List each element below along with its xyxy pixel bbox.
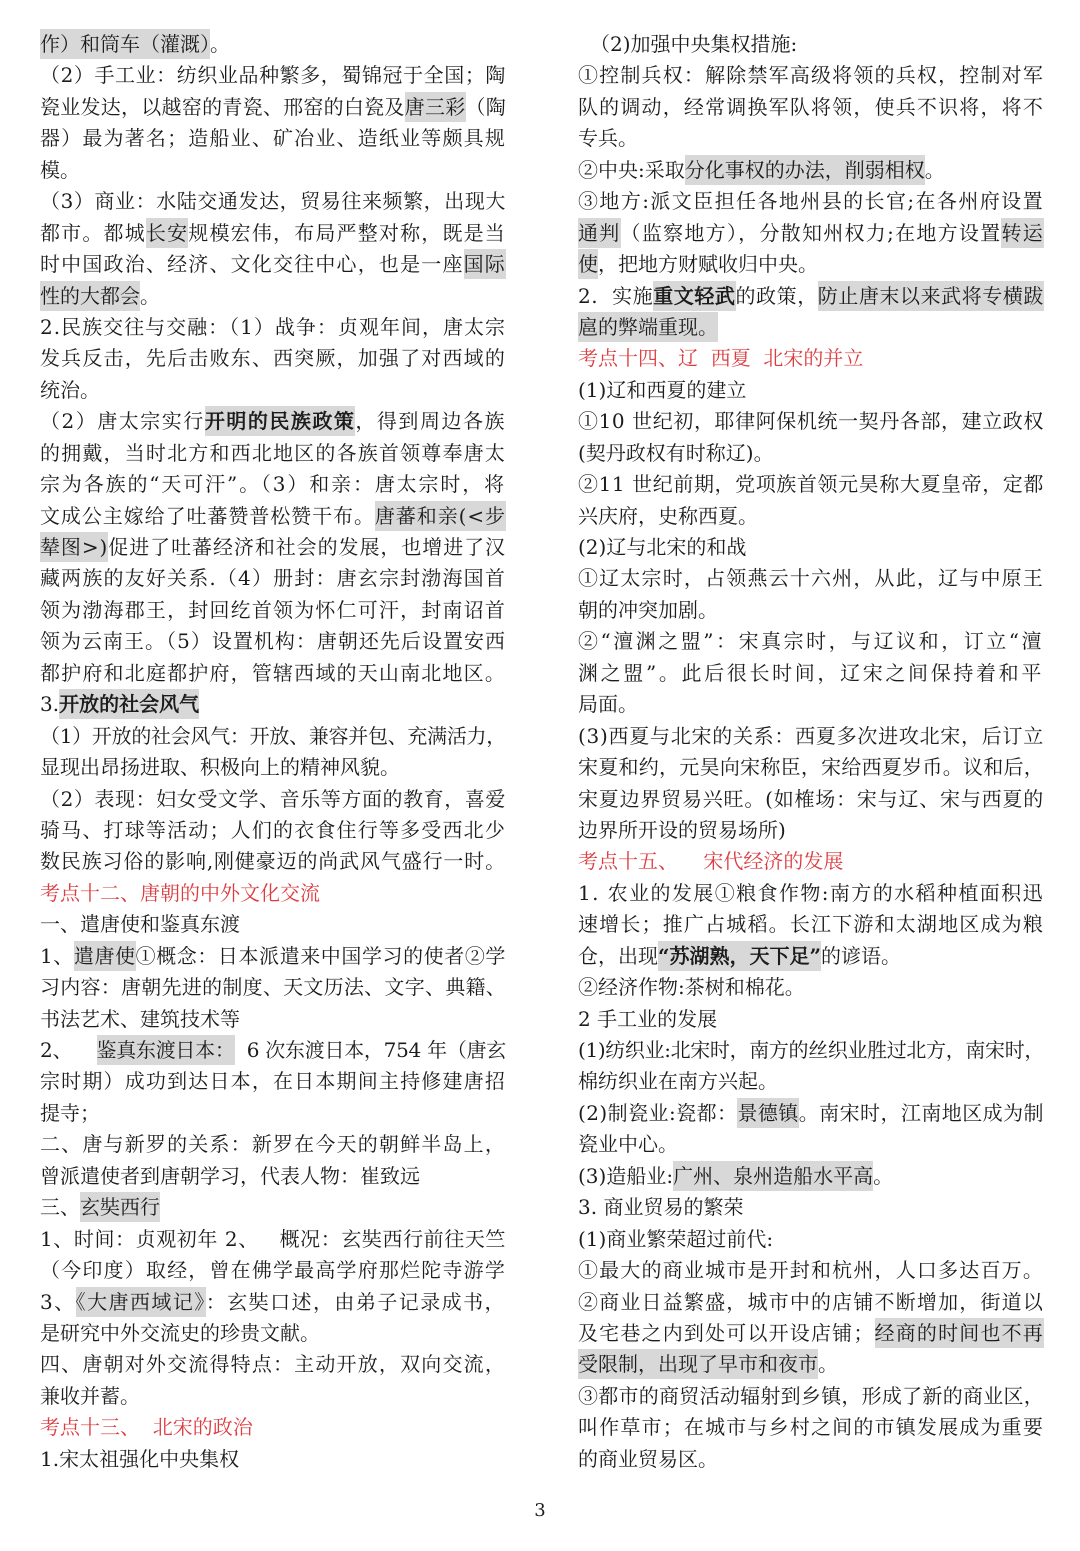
text-run: ①概念：日本派遣来中国学习的使者②学 bbox=[135, 943, 506, 968]
text-run: 3、 bbox=[40, 1289, 76, 1314]
text-run: 及宅巷之内到处可以开设店铺； bbox=[578, 1320, 875, 1345]
text-run: 一、遣唐使和鉴真东渡 bbox=[40, 912, 240, 937]
text-run: ③地方:派文臣担任各地州县的长官;在各州府设置 bbox=[578, 189, 1044, 214]
text-run: 仓，出现 bbox=[578, 943, 658, 968]
text-run: 都市。都城 bbox=[40, 220, 146, 245]
text-run: 二、唐与新罗的关系：新罗在今天的朝鲜半岛上， bbox=[40, 1132, 506, 1157]
right-line bbox=[578, 1381, 1044, 1412]
text-run: 习内容：唐朝先进的制度、天文历法、文字、典籍、 bbox=[40, 975, 506, 1000]
text-run: 。 bbox=[924, 157, 945, 182]
text-run: (2)辽与北宋的和战 bbox=[578, 535, 747, 559]
left-line bbox=[40, 1287, 506, 1318]
text-run: ①控制兵权：解除禁军高级将领的兵权，控制对军 bbox=[578, 63, 1044, 88]
text-run: 兼收并蓄。 bbox=[40, 1383, 140, 1408]
right-line bbox=[578, 1349, 1044, 1380]
text-run: 书法艺术、建筑技术等 bbox=[40, 1006, 240, 1031]
left-line bbox=[40, 941, 506, 972]
text-run: 领为云南王。（5）设置机构：唐朝还先后设置安西 bbox=[40, 629, 506, 654]
text-run: ②经济作物:茶树和棉花。 bbox=[578, 975, 805, 1000]
right-line bbox=[578, 878, 1044, 909]
right-line bbox=[578, 249, 1044, 280]
text-run: 宗时期）成功到达日本，在日本期间主持修建唐招 bbox=[40, 1069, 506, 1094]
text-run: 的谚语。 bbox=[821, 943, 902, 968]
text-run: ②商业日益繁盛，城市中的店铺不断增加，街道以 bbox=[578, 1289, 1044, 1314]
highlighted-text: 唐三彩 bbox=[405, 92, 466, 122]
right-line bbox=[578, 626, 1044, 657]
left-line bbox=[40, 1066, 506, 1097]
left-line bbox=[40, 1318, 506, 1349]
right-line bbox=[578, 501, 1044, 532]
right-line bbox=[578, 1192, 1044, 1223]
section-heading: 考点十四、辽 西夏 北宋的并立 bbox=[578, 346, 864, 371]
highlighted-text: 玄奘西行 bbox=[80, 1192, 160, 1222]
left-line bbox=[40, 1381, 506, 1412]
left-line bbox=[40, 846, 506, 877]
right-line bbox=[578, 1318, 1044, 1349]
text-run: ②中央:采取 bbox=[578, 157, 685, 182]
text-run: 规模宏伟，布局严整对称，既是当 bbox=[188, 220, 506, 245]
highlighted-text: 防止唐末以来武将专横跋 bbox=[818, 281, 1044, 311]
highlighted-text: 通判 bbox=[578, 218, 621, 248]
text-run: (3)造船业: bbox=[578, 1163, 674, 1188]
right-line bbox=[578, 92, 1044, 123]
highlighted-text: 辇图>) bbox=[40, 532, 108, 562]
right-line bbox=[578, 218, 1044, 249]
text-run: 棉纺织业在南方兴起。 bbox=[578, 1069, 778, 1094]
text-run: ，得到周边各族 bbox=[355, 409, 506, 434]
right-line bbox=[578, 1255, 1044, 1286]
left-line bbox=[40, 1129, 506, 1160]
left-line bbox=[40, 784, 506, 815]
text-run: 3. 商业贸易的繁荣 bbox=[578, 1195, 744, 1220]
text-run: 文成公主嫁给了吐蕃赞普松赞干布。 bbox=[40, 503, 375, 528]
text-run: ：玄奘口述，由弟子记录成书， bbox=[205, 1289, 506, 1314]
highlighted-text: 唐蕃和亲(<步 bbox=[375, 501, 506, 531]
text-run: （2)加强中央集权措施: bbox=[590, 32, 798, 56]
left-line bbox=[40, 1035, 506, 1066]
section-heading: 考点十五、 宋代经济的发展 bbox=[578, 849, 844, 874]
right-line bbox=[578, 784, 1044, 815]
bold-highlighted-text: “苏湖熟，天下足” bbox=[658, 941, 821, 971]
text-run: （3）商业：水陆交通发达，贸易往来频繁，出现大 bbox=[40, 189, 506, 214]
left-line bbox=[40, 186, 506, 217]
text-run: 1. 农业的发展①粮食作物:南方的水稻种植面积迅 bbox=[578, 880, 1044, 905]
section-heading: 考点十二、唐朝的中外文化交流 bbox=[40, 880, 320, 905]
highlighted-text: 广州、泉州造船水平高 bbox=[673, 1161, 873, 1191]
right-line bbox=[578, 375, 1044, 406]
right-line bbox=[578, 406, 1044, 437]
right-line bbox=[578, 1004, 1044, 1035]
left-line bbox=[40, 878, 506, 909]
text-run: (1)商业繁荣超过前代: bbox=[578, 1226, 774, 1251]
highlighted-text: 转运 bbox=[1001, 218, 1044, 248]
left-line bbox=[40, 501, 506, 532]
right-line bbox=[578, 909, 1044, 940]
text-run: 6 次东渡日本，754 年（唐玄 bbox=[234, 1038, 506, 1062]
right-line bbox=[578, 563, 1044, 594]
highlighted-text: 分化事权的办法，削弱相权 bbox=[685, 155, 925, 185]
right-line bbox=[578, 689, 1044, 720]
left-line bbox=[40, 972, 506, 1003]
left-line bbox=[40, 375, 506, 406]
text-run: 瓷业中心。 bbox=[578, 1132, 678, 1157]
left-line bbox=[40, 658, 506, 689]
text-run: (1)辽和西夏的建立 bbox=[578, 377, 747, 402]
highlighted-text: 景德镇 bbox=[737, 1098, 798, 1128]
text-run: 骑马、打球等活动；人们的衣食住行等多受西北少 bbox=[40, 817, 506, 842]
left-line bbox=[40, 123, 506, 154]
bold-highlighted-text: 开放的社会风气 bbox=[59, 689, 199, 719]
left-line bbox=[40, 92, 506, 123]
text-run: 四、唐朝对外交流得特点：主动开放，双向交流， bbox=[40, 1352, 506, 1377]
text-run: 。南宋时，江南地区成为制 bbox=[798, 1100, 1044, 1125]
left-line bbox=[40, 909, 506, 940]
right-line bbox=[578, 532, 1044, 563]
left-line bbox=[40, 438, 506, 469]
right-line bbox=[578, 972, 1044, 1003]
text-run: （今印度）取经，曾在佛学最高学府那烂陀寺游学 bbox=[40, 1258, 506, 1283]
highlighted-text: 性的大都会 bbox=[40, 281, 140, 311]
text-run: ①10 世纪初，耶律阿保机统一契丹各部，建立政权 bbox=[578, 409, 1044, 434]
right-line bbox=[578, 438, 1044, 469]
highlighted-text: 长安 bbox=[146, 218, 188, 248]
text-run: 。 bbox=[818, 1352, 838, 1377]
left-line bbox=[40, 1161, 506, 1192]
right-line bbox=[578, 343, 1044, 374]
left-line bbox=[40, 343, 506, 374]
text-run: 器）最为著名；造船业、矿冶业、造纸业等颇具规 bbox=[40, 126, 506, 151]
text-run: 1、 bbox=[40, 943, 74, 968]
left-line bbox=[40, 1004, 506, 1035]
text-run: 提寺； bbox=[40, 1100, 100, 1125]
section-heading: 考点十三、 北宋的政治 bbox=[40, 1415, 253, 1440]
left-line bbox=[40, 281, 506, 312]
text-run: 1、时间：贞观初年 2、 概况：玄奘西行前往天竺 bbox=[40, 1226, 506, 1251]
left-line bbox=[40, 752, 506, 783]
right-line bbox=[578, 1098, 1044, 1129]
left-line bbox=[40, 1192, 506, 1223]
text-run: （2）唐太宗实行 bbox=[40, 409, 205, 434]
text-run: 领为渤海郡王，封回纥首领为怀仁可汗，封南诏首 bbox=[40, 597, 506, 622]
right-line bbox=[578, 312, 1044, 343]
text-run: 1.宋太祖强化中央集权 bbox=[40, 1446, 240, 1471]
left-line bbox=[40, 312, 506, 343]
text-run: 的拥戴，当时北方和西北地区的各族首领尊奉唐太 bbox=[40, 440, 506, 465]
text-run: 三、 bbox=[40, 1195, 80, 1220]
left-line bbox=[40, 60, 506, 91]
text-run: 宋夏边界贸易兴旺。(如榷场：宋与辽、宋与西夏的 bbox=[578, 786, 1044, 811]
text-run: 藏两族的友好关系.（4）册封：唐玄宗封渤海国首 bbox=[40, 566, 506, 591]
right-line bbox=[578, 155, 1044, 186]
left-line bbox=[40, 563, 506, 594]
left-line bbox=[40, 595, 506, 626]
right-line bbox=[578, 186, 1044, 217]
right-line bbox=[578, 29, 1044, 60]
text-run: ②“澶渊之盟”：宋真宗时，与辽议和，订立“澶 bbox=[578, 629, 1044, 654]
right-column bbox=[578, 29, 1044, 1475]
text-run: 2.民族交往与交融：（1）战争：贞观年间，唐太宗 bbox=[40, 314, 506, 339]
left-line bbox=[40, 406, 506, 437]
text-run: 统治。 bbox=[40, 377, 100, 402]
text-run: 瓷业发达，以越窑的青瓷、邢窑的白瓷及 bbox=[40, 94, 405, 119]
left-line bbox=[40, 249, 506, 280]
text-run: 2 手工业的发展 bbox=[578, 1006, 718, 1031]
text-run: 。 bbox=[140, 283, 160, 308]
left-line bbox=[40, 1349, 506, 1380]
left-line bbox=[40, 155, 506, 186]
text-run: 。 bbox=[873, 1163, 894, 1188]
text-run: ③都市的商贸活动辐射到乡镇，形成了新的商业区， bbox=[578, 1383, 1044, 1408]
bold-highlighted-text: 开明的民族政策 bbox=[205, 406, 356, 436]
right-line bbox=[578, 1287, 1044, 1318]
text-run: (1)纺织业:北宋时，南方的丝织业胜过北方，南宋时， bbox=[578, 1038, 1044, 1062]
text-run: （2）手工业：纺织业品种繁多，蜀锦冠于全国；陶 bbox=[40, 63, 506, 88]
bold-highlighted-text: 重文轻武 bbox=[653, 281, 735, 311]
text-run: (2)制瓷业:瓷都： bbox=[578, 1100, 738, 1125]
left-line bbox=[40, 689, 506, 720]
highlighted-text: 扈的弊端重现。 bbox=[578, 312, 718, 342]
text-run: (契丹政权有时称辽)。 bbox=[578, 440, 774, 465]
highlighted-text: 国际 bbox=[464, 249, 506, 279]
right-line bbox=[578, 1161, 1044, 1192]
highlighted-text: 受限制，出现了早市和夜市 bbox=[578, 1349, 818, 1379]
text-run: 队的调动，经常调换军队将领，使兵不识将，将不 bbox=[578, 94, 1044, 119]
right-line bbox=[578, 1444, 1044, 1475]
text-run: 的商业贸易区。 bbox=[578, 1446, 718, 1471]
left-line bbox=[40, 626, 506, 657]
text-run: 速增长；推广占城稻。长江下游和太湖地区成为粮 bbox=[578, 912, 1044, 937]
text-run: 是研究中外交流史的珍贵文献。 bbox=[40, 1320, 320, 1345]
text-run: 宋夏和约，元昊向宋称臣，宋给西夏岁币。议和后， bbox=[578, 755, 1044, 780]
left-line bbox=[40, 815, 506, 846]
text-run: 3. bbox=[40, 692, 60, 717]
text-run: 曾派遣使者到唐朝学习，代表人物：崔致远 bbox=[40, 1163, 420, 1188]
right-line bbox=[578, 1035, 1044, 1066]
text-run: （1）开放的社会风气：开放、兼容并包、充满活力， bbox=[40, 723, 506, 748]
right-line bbox=[578, 941, 1044, 972]
text-run: 兴庆府，史称西夏。 bbox=[578, 503, 758, 528]
text-run: 发兵反击，先后击败东、西突厥，加强了对西域的 bbox=[40, 346, 506, 371]
right-line bbox=[578, 721, 1044, 752]
left-line bbox=[40, 1412, 506, 1443]
text-run: （2）表现：妇女受文学、音乐等方面的教育，喜爱 bbox=[40, 786, 506, 811]
left-line bbox=[40, 218, 506, 249]
left-line bbox=[40, 469, 506, 500]
text-run: 。 bbox=[210, 32, 230, 56]
highlighted-text: 《大唐西域记》 bbox=[76, 1287, 206, 1317]
right-line bbox=[578, 815, 1044, 846]
text-run: 数民族习俗的影响,刚健豪迈的尚武风气盛行一时。 bbox=[40, 849, 506, 874]
highlighted-text: 经商的时间也不再 bbox=[875, 1318, 1044, 1348]
left-line bbox=[40, 1098, 506, 1129]
right-line bbox=[578, 1224, 1044, 1255]
highlighted-text: 使 bbox=[578, 249, 598, 279]
right-line bbox=[578, 281, 1044, 312]
highlighted-text: 遣唐使 bbox=[74, 941, 136, 971]
right-line bbox=[578, 1412, 1044, 1443]
text-run: 都护府和北庭都护府，管辖西域的天山南北地区。 bbox=[40, 660, 506, 685]
text-run: 模。 bbox=[40, 157, 80, 182]
right-line bbox=[578, 469, 1044, 500]
text-run: 显现出昂扬进取、积极向上的精神风貌。 bbox=[40, 755, 400, 780]
highlighted-text: 鉴真东渡日本： bbox=[97, 1035, 235, 1065]
right-line bbox=[578, 595, 1044, 626]
right-line bbox=[578, 60, 1044, 91]
right-line bbox=[578, 123, 1044, 154]
page-number: 3 bbox=[534, 1500, 546, 1521]
text-run: 2、 bbox=[40, 1038, 97, 1062]
text-run: 朝的冲突加剧。 bbox=[578, 597, 718, 622]
text-run: 宗为各族的“天可汗”。（3）和亲：唐太宗时，将 bbox=[40, 472, 506, 497]
left-line bbox=[40, 532, 506, 563]
text-run: 专兵。 bbox=[578, 126, 638, 151]
left-line bbox=[40, 1255, 506, 1286]
right-line bbox=[578, 658, 1044, 689]
left-column bbox=[40, 29, 506, 1475]
right-line bbox=[578, 752, 1044, 783]
text-run: （监察地方），分散知州权力;在地方设置 bbox=[620, 220, 1002, 245]
text-run: ①辽太宗时，占领燕云十六州，从此，辽与中原王 bbox=[578, 566, 1044, 591]
text-run: （陶 bbox=[465, 94, 506, 119]
left-line bbox=[40, 721, 506, 752]
text-run: 叫作草市；在城市与乡村之间的市镇发展成为重要 bbox=[578, 1415, 1044, 1440]
text-run: 的政策， bbox=[735, 283, 818, 308]
text-run: 2. 实施 bbox=[578, 283, 654, 308]
text-run: 局面。 bbox=[578, 692, 638, 717]
right-line bbox=[578, 1066, 1044, 1097]
right-line bbox=[578, 846, 1044, 877]
text-run: 时中国政治、经济、文化交往中心，也是一座 bbox=[40, 252, 464, 277]
text-run: ，把地方财赋收归中央。 bbox=[598, 252, 818, 277]
left-line bbox=[40, 29, 506, 60]
text-run: 促进了吐蕃经济和社会的发展，也增进了汉 bbox=[108, 535, 506, 559]
text-run: (3)西夏与北宋的关系：西夏多次进攻北宋，后订立 bbox=[578, 723, 1044, 748]
text-run: 边界所开设的贸易场所) bbox=[578, 817, 786, 842]
text-run: 渊之盟”。此后很长时间，辽宋之间保持着和平 bbox=[578, 660, 1044, 685]
right-line bbox=[578, 1129, 1044, 1160]
left-line bbox=[40, 1224, 506, 1255]
text-run: ②11 世纪前期，党项族首领元昊称大夏皇帝，定都 bbox=[578, 472, 1044, 497]
highlighted-text: 作）和筒车（灌溉） bbox=[40, 29, 210, 59]
text-run: ①最大的商业城市是开封和杭州，人口多达百万。 bbox=[578, 1258, 1044, 1283]
left-line bbox=[40, 1444, 506, 1475]
